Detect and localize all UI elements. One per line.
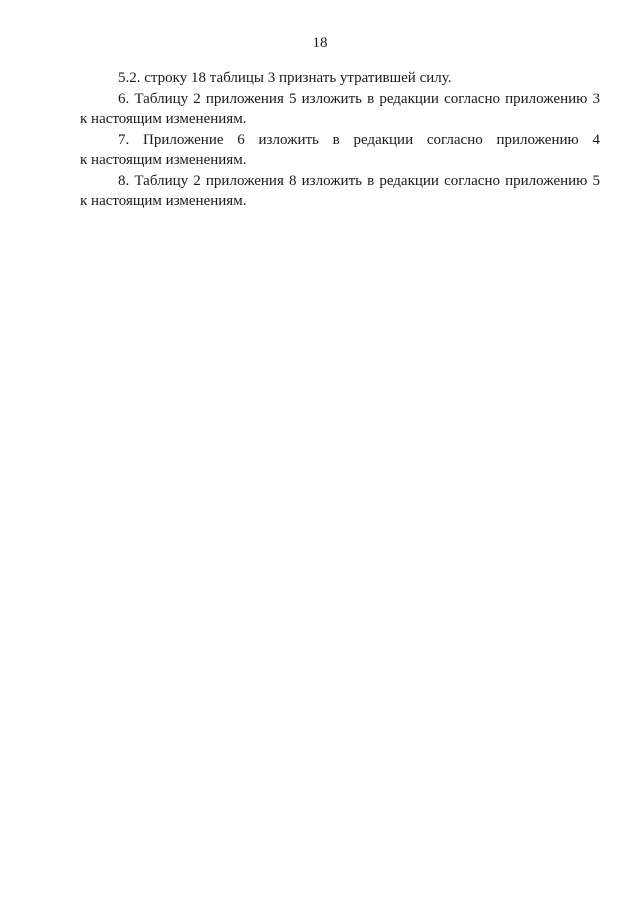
paragraph-line: 6. Таблицу 2 приложения 5 изложить в редакции согласно приложению 3 bbox=[118, 90, 600, 107]
document-body bbox=[80, 68, 600, 212]
paragraph-6 bbox=[80, 89, 600, 130]
paragraph-line: 5.2. строку 18 таблицы 3 признать утратившей силу. bbox=[118, 70, 452, 86]
paragraph-5-2 bbox=[80, 68, 600, 89]
paragraph-line: к настоящим изменениям. bbox=[80, 193, 247, 209]
paragraph-line: 7. Приложение 6 изложить в редакции согласно приложению 4 bbox=[118, 131, 600, 148]
page-number: 18 bbox=[312, 35, 328, 51]
paragraph-line: к настоящим изменениям. bbox=[80, 152, 247, 168]
paragraph-7 bbox=[80, 130, 600, 171]
paragraph-line: 8. Таблицу 2 приложения 8 изложить в редакции согласно приложению 5 bbox=[118, 172, 600, 189]
paragraph-line: к настоящим изменениям. bbox=[80, 111, 247, 127]
paragraph-8 bbox=[80, 171, 600, 212]
